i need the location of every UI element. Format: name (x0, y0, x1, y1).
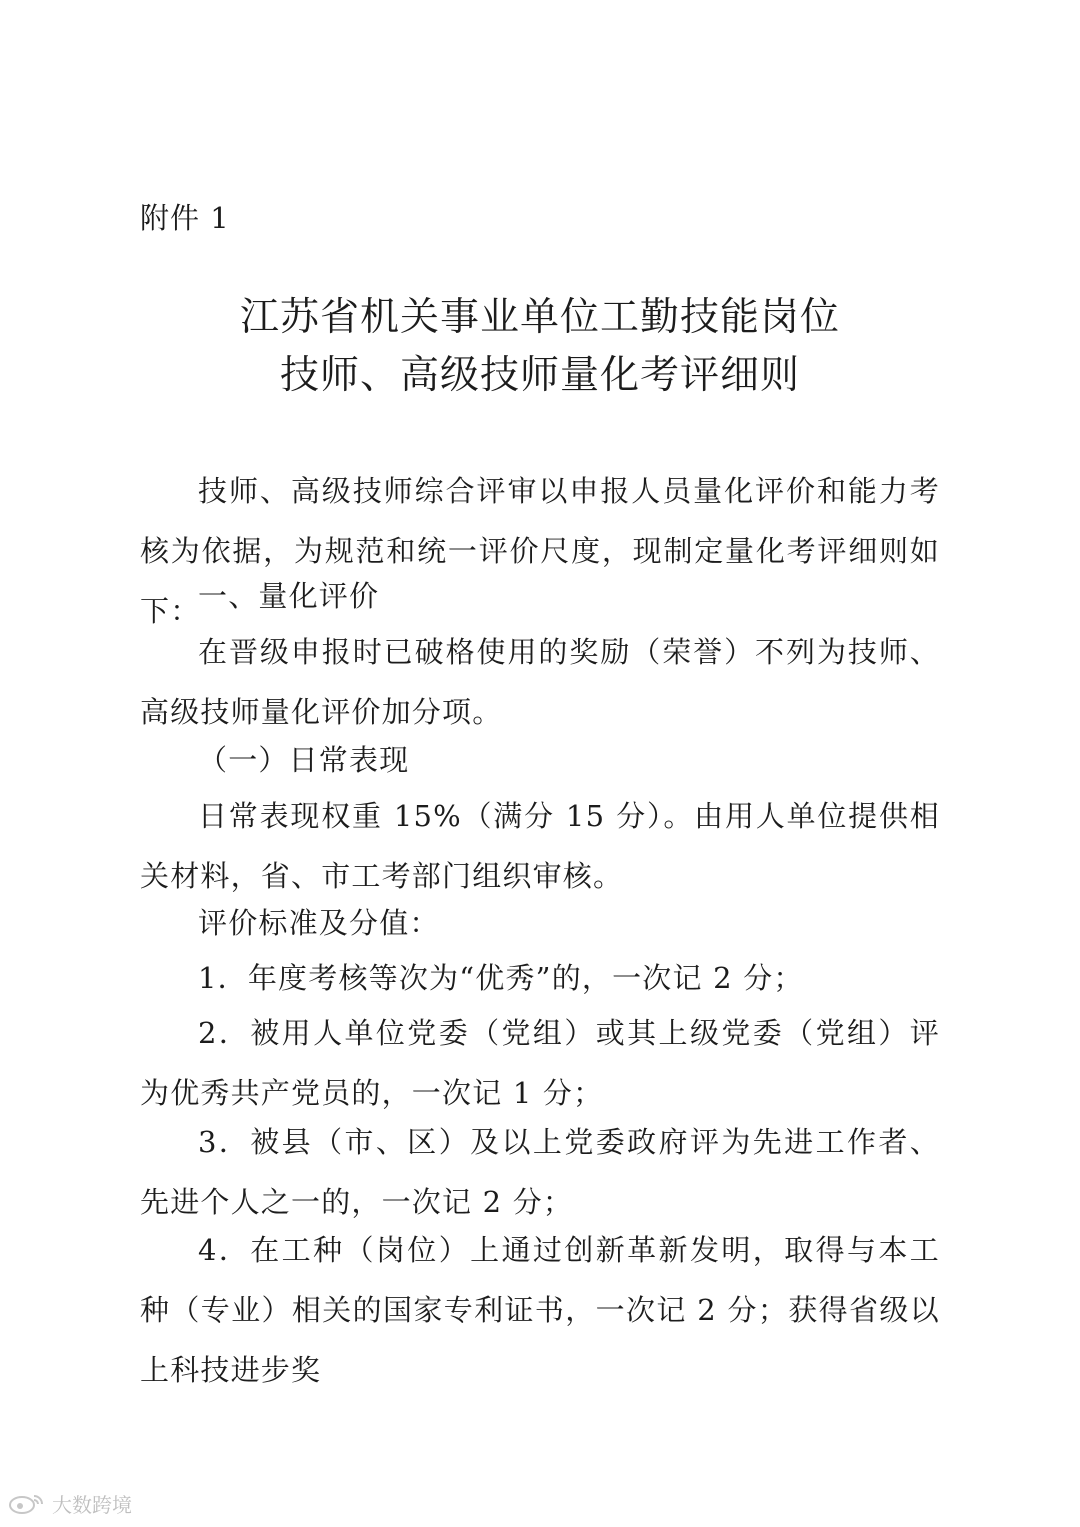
watermark (8, 1488, 132, 1518)
intro-paragraph: 技师、高级技师综合评审以申报人员量化评价和能力考核为依据，为规范和统一评价尺度，现制定量化考评细则如下： (140, 474, 940, 628)
document-title-line1: 江苏省机关事业单位工勤技能岗位 (239, 295, 840, 340)
subsection-description: 日常表现权重 15%（满分 15 分）。由用人单位提供相关材料，省、市工考部门组织审核。 (140, 799, 940, 893)
criteria-item: 3．被县（市、区）及以上党委政府评为先进工作者、先进个人之一的，一次记 2 分； (140, 1125, 940, 1219)
document-title-line2: 技师、高级技师量化考评细则 (279, 353, 800, 398)
subsection-heading: （一）日常表现 (198, 743, 410, 777)
annex-label: 附件 1 (140, 201, 230, 235)
section-heading: 一、量化评价 (198, 579, 380, 613)
weibo-logo-icon (8, 1492, 46, 1514)
section-note-paragraph: 在晋级申报时已破格使用的奖励（荣誉）不列为技师、高级技师量化评价加分项。 (140, 635, 940, 729)
criteria-item: 2．被用人单位党委（党组）或其上级党委（党组）评为优秀共产党员的，一次记 1 分； (140, 1016, 940, 1110)
criteria-item: 1．年度考核等次为“优秀”的，一次记 2 分； (198, 961, 804, 995)
watermark-text: 大数跨境 (52, 1492, 132, 1517)
criteria-item: 4．在工种（岗位）上通过创新革新发明，取得与本工种（专业）相关的国家专利证书，一次记 2 分；获得省级以上科技进步奖 (140, 1233, 940, 1387)
criteria-heading: 评价标准及分值： (198, 906, 440, 940)
